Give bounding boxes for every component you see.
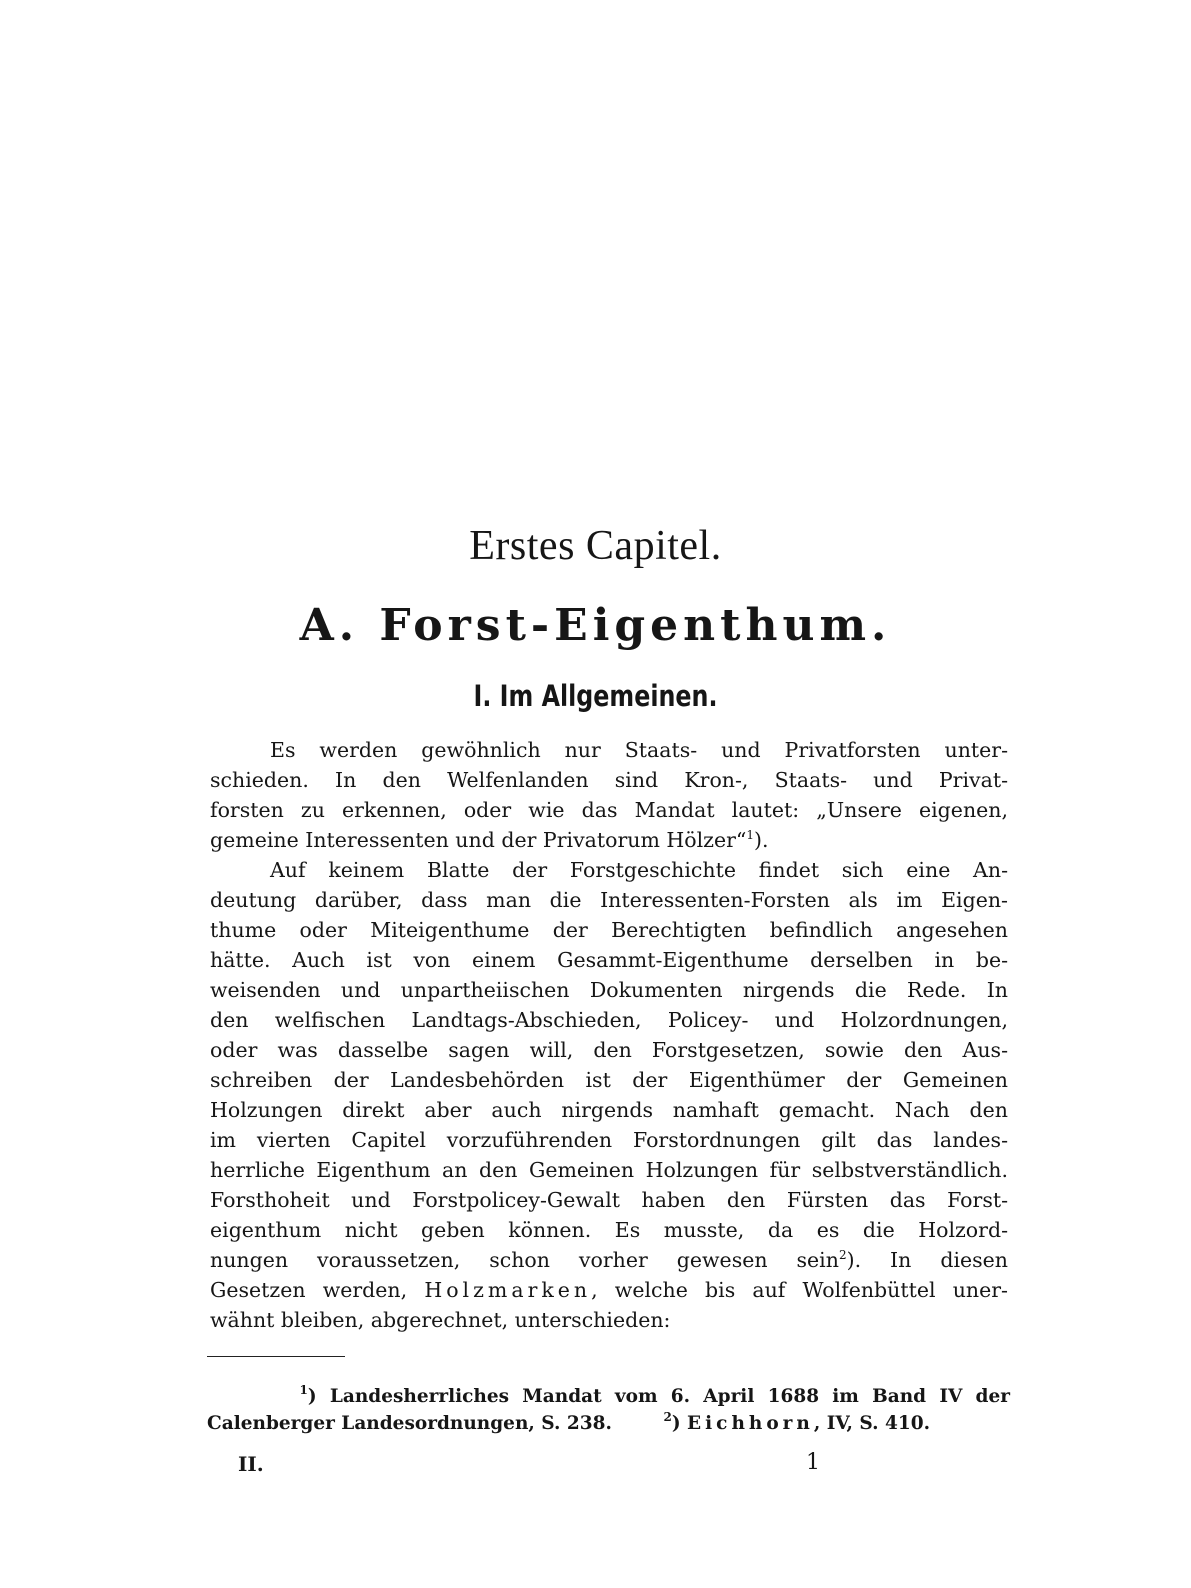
page-number: 1 — [806, 1450, 820, 1475]
body-line: den welfischen Landtags-Abschieden, Policey- und Holzordnungen, — [210, 1008, 1008, 1032]
subsection-title: I. Im Allgemeinen. — [473, 679, 718, 713]
body-line: schieden. In den Welfenlanden sind Kron-, Staats- und Privat- — [210, 768, 1008, 792]
footnote-marker: 1 — [299, 1383, 308, 1397]
section-title: A. Forst-Eigenthum. — [299, 600, 892, 651]
body-line: schreiben der Landesbehörden ist der Eigenthümer der Gemeinen — [210, 1068, 1008, 1092]
body-line — [210, 1245, 1008, 1275]
signature-mark: II. — [238, 1452, 264, 1476]
footnote-line — [207, 1384, 1010, 1411]
body-line: im vierten Capitel vorzuführenden Forstordnungen gilt das landes- — [210, 1128, 1008, 1152]
chapter-title: Erstes Capitel. — [469, 523, 722, 569]
footnote-text: ) — [671, 1413, 681, 1434]
body-line-text: nungen voraussetzen, schon vorher gewesen sein — [210, 1248, 839, 1272]
body-line: deutung darüber, dass man die Interessenten-Forsten als im Eigen- — [210, 888, 1008, 912]
body-line: Holzungen direkt aber auch nirgends namhaft gemacht. Nach den — [210, 1098, 1008, 1122]
footnote-text: Calenberger Landesordnungen, S. 238. — [207, 1413, 612, 1434]
body-line — [210, 1275, 1008, 1305]
body-line-text: gemeine Interessenten und der Privatorum Hölzer“ — [210, 828, 747, 852]
body-line: forsten zu erkennen, oder wie das Mandat lautet: „Unsere eigenen, — [210, 798, 1008, 822]
body-line: Es werden gewöhnlich nur Staats- und Privatforsten unter- — [270, 738, 1008, 762]
body-line — [210, 825, 1008, 855]
body-text — [210, 735, 1008, 1335]
footnote-divider — [207, 1356, 345, 1357]
body-line-text: ). In diesen — [846, 1248, 1008, 1272]
body-line: Auf keinem Blatte der Forstgeschichte findet sich eine An- — [270, 858, 1008, 882]
footnotes — [207, 1384, 1010, 1438]
body-line: wähnt bleiben, abgerechnet, unterschieden: — [210, 1308, 671, 1332]
body-line-text: Gesetzen werden, — [210, 1278, 408, 1302]
emphasized-term: Holzmarken — [424, 1278, 592, 1302]
body-line: Forsthoheit und Forstpolicey-Gewalt haben den Fürsten das Forst- — [210, 1188, 1008, 1212]
footnote-text: ) Landesherrliches Mandat vom 6. April 1688 im Band IV der — [307, 1386, 1010, 1407]
body-line: weisenden und unpartheiischen Dokumenten nirgends die Rede. In — [210, 978, 1008, 1002]
footnote-reference: 1 — [746, 828, 755, 842]
body-line: hätte. Auch ist von einem Gesammt-Eigenthume derselben in be- — [210, 948, 1008, 972]
footnote-line — [207, 1411, 1010, 1438]
author-name: Eichhorn — [687, 1413, 814, 1434]
body-line-text: , welche bis auf Wolfenbüttel uner- — [591, 1278, 1008, 1302]
footnote-text: , IV, S. 410. — [813, 1413, 931, 1434]
body-line: thume oder Miteigenthume der Berechtigten befindlich angesehen — [210, 918, 1008, 942]
body-line: herrliche Eigenthum an den Gemeinen Holzungen für selbstverständlich. — [210, 1158, 1008, 1182]
body-line: oder was dasselbe sagen will, den Forstgesetzen, sowie den Aus- — [210, 1038, 1008, 1062]
body-line: eigenthum nicht geben können. Es musste, da es die Holzord- — [210, 1218, 1008, 1242]
body-line-text: ). — [754, 828, 769, 852]
footnote-reference: 2 — [838, 1248, 847, 1262]
footnote-marker: 2 — [663, 1410, 672, 1424]
